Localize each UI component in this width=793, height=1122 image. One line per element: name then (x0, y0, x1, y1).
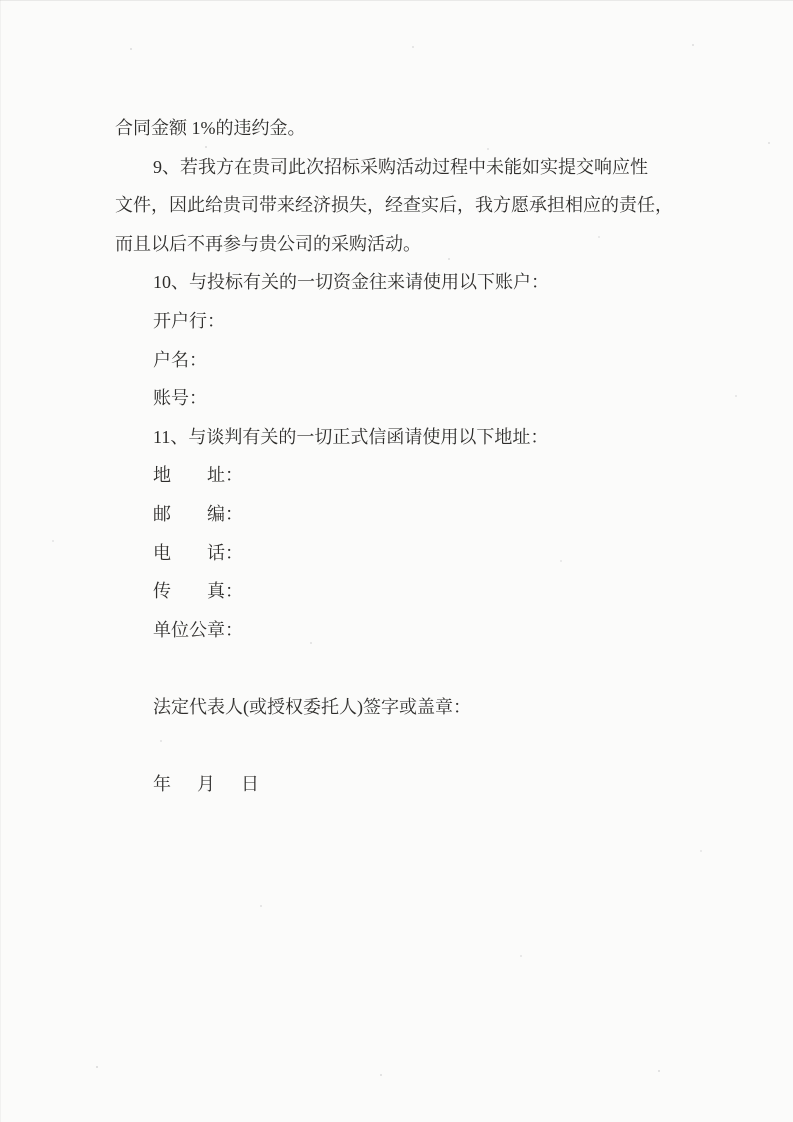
field-label-bank: 开户行： (153, 310, 225, 331)
line-clause-9-middle: 文件，因此给贵司带来经济损失，经查实后，我方愿承担相应的责任， (115, 195, 673, 216)
field-label-account-name: 户名： (153, 349, 207, 370)
field-label-legal-representative-signature: 法定代表人(或授权委托人)签字或盖章： (153, 696, 471, 717)
line-penalty-clause-end: 合同金额 1%的违约金。 (115, 118, 306, 138)
field-label-fax: 传 真： (153, 581, 243, 602)
line-clause-9-start: 9、若我方在贵司此次招标采购活动过程中未能如实提交响应性 (153, 156, 648, 177)
field-label-company-seal: 单位公章： (153, 619, 243, 640)
field-label-postcode: 邮 编： (153, 503, 243, 524)
field-label-date: 年 月 日 (153, 774, 263, 795)
field-label-address: 地 址： (153, 465, 243, 486)
field-label-phone: 电 话： (153, 542, 243, 563)
blank-line (115, 649, 681, 688)
blank-line (115, 727, 681, 766)
field-label-account-number: 账号： (153, 388, 207, 409)
line-clause-10: 10、与投标有关的一切资金往来请使用以下账户： (153, 272, 549, 293)
document-text-block (115, 109, 681, 804)
line-clause-9-end: 而且以后不再参与贵公司的采购活动。 (115, 233, 421, 254)
line-clause-11: 11、与谈判有关的一切正式信函请使用以下地址： (153, 426, 549, 447)
scan-noise-speckles (0, 0, 2, 2)
